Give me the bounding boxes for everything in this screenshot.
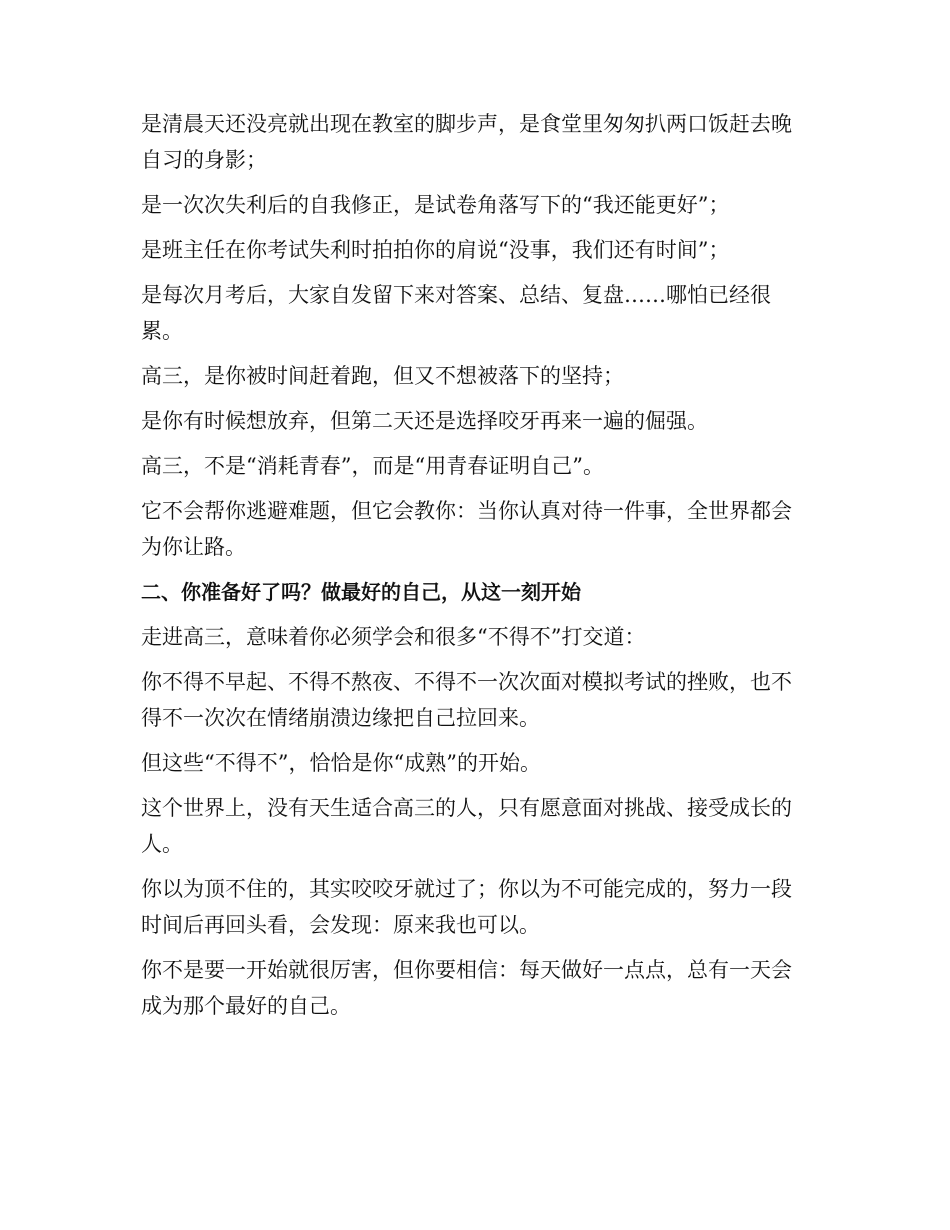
- paragraph: 是每次月考后，大家自发留下来对答案、总结、复盘……哪怕已经很累。: [141, 283, 771, 343]
- paragraph: 是你有时候想放弃，但第二天还是选择咬牙再来一遍的倔强。: [141, 409, 708, 433]
- paragraph: 但这些“不得不”，恰恰是你“成熟”的开始。: [141, 751, 541, 775]
- paragraph: 是一次次失利后的自我修正，是试卷角落写下的“我还能更好”；: [141, 193, 730, 217]
- paragraph: 你不是要一开始就很厉害，但你要相信：每天做好一点点，总有一天会成为那个最好的自己。: [141, 958, 792, 1018]
- paragraph: 这个世界上，没有天生适合高三的人，只有愿意面对挑战、接受成长的人。: [141, 796, 792, 856]
- paragraph: 高三，是你被时间赶着跑，但又不想被落下的坚持；: [141, 364, 624, 388]
- paragraph: 你不得不早起、不得不熬夜、不得不一次次面对模拟考试的挫败，也不得不一次次在情绪崩溃边缘把自己拉回来。: [141, 670, 792, 730]
- paragraph: 你以为顶不住的，其实咬咬牙就过了；你以为不可能完成的，努力一段时间后再回头看，会发现：原来我也可以。: [141, 877, 792, 937]
- section-heading: 二、你准备好了吗？做最好的自己，从这一刻开始: [141, 580, 581, 604]
- paragraph: 走进高三，意味着你必须学会和很多“不得不”打交道：: [141, 625, 646, 649]
- paragraph: 高三，不是“消耗青春”，而是“用青春证明自己”。: [141, 454, 604, 478]
- document-body: [141, 106, 797, 1033]
- paragraph: 是班主任在你考试失利时拍拍你的肩说“没事，我们还有时间”；: [141, 238, 730, 262]
- paragraph: 是清晨天还没亮就出现在教室的脚步声，是食堂里匆匆扒两口饭赶去晚自习的身影；: [141, 112, 792, 172]
- paragraph: 它不会帮你逃避难题，但它会教你：当你认真对待一件事，全世界都会为你让路。: [141, 499, 792, 559]
